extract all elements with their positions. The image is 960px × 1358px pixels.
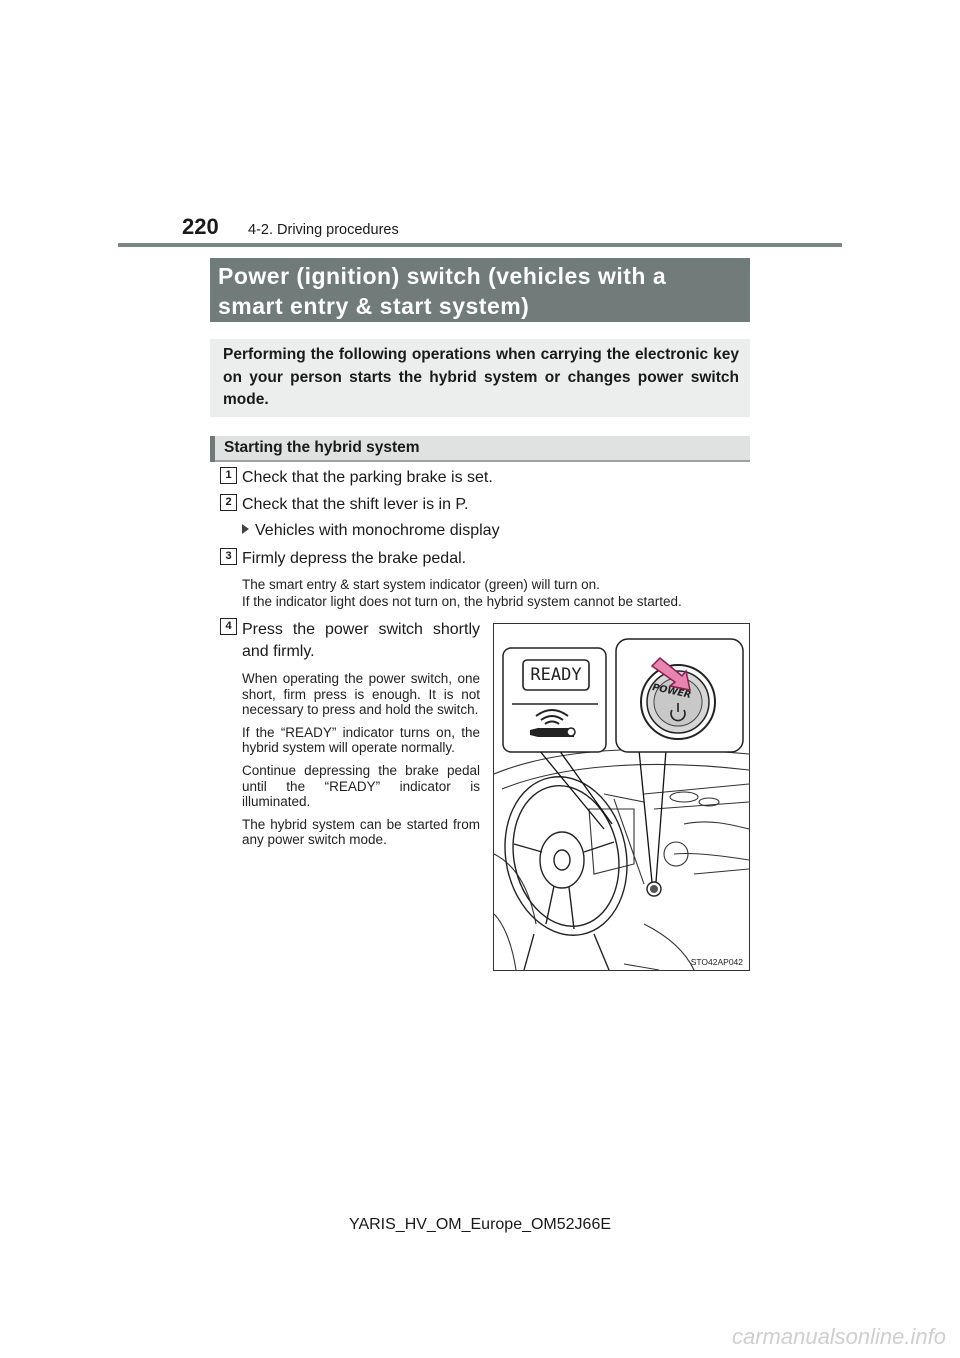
step3-note xyxy=(242,576,682,610)
step-number-4: 4 xyxy=(220,618,237,635)
step3-note-line-1: The smart entry & start system indicator (green) will turn on. xyxy=(242,577,600,592)
step-text-2: Check that the shift lever is in P. xyxy=(242,496,469,513)
step4-note-2: If the “READY” indicator turns on, the hybrid system will operate normally. xyxy=(242,724,480,756)
ready-indicator-label: READY xyxy=(530,665,582,685)
step4-note-1: When operating the power switch, one short, firm press is enough. It is not necessary to press and hold the switch. xyxy=(242,671,480,718)
header-rule xyxy=(118,243,842,247)
sub-item xyxy=(242,522,500,540)
section-title xyxy=(210,258,750,322)
step-text-4: Press the power switch shortly and firmly. xyxy=(242,621,480,660)
step3-note-line-2: If the indicator light does not turn on, the hybrid system cannot be started. xyxy=(242,594,682,609)
figure-code: STO42AP042 xyxy=(690,957,743,967)
triangle-bullet-icon xyxy=(242,524,249,534)
step-text-1: Check that the parking brake is set. xyxy=(242,469,493,486)
step-number-1: 1 xyxy=(220,467,237,484)
power-switch-illustration xyxy=(493,623,750,971)
intro-box: Performing the following operations when carrying the electronic key on your person starts the hybrid system or changes power switch mode. xyxy=(210,339,750,417)
site-watermark: carmanualsonline.info xyxy=(731,1324,946,1349)
subheading xyxy=(210,436,750,462)
section-title-line-2: smart entry & start system) xyxy=(218,293,530,319)
subheading-text: Starting the hybrid system xyxy=(224,439,420,456)
step-text-3: Firmly depress the brake pedal. xyxy=(242,550,467,567)
footer-document-code: YARIS_HV_OM_Europe_OM52J66E xyxy=(348,1216,612,1233)
step-number-3: 3 xyxy=(220,548,237,565)
step-number-2: 2 xyxy=(220,494,237,511)
power-button-label: POWER xyxy=(651,682,693,701)
step4-notes xyxy=(242,671,480,855)
subheading-bar xyxy=(210,436,215,462)
section-title-line-1: Power (ignition) switch (vehicles with a xyxy=(218,263,667,289)
page-number: 220 xyxy=(182,214,219,239)
step4-note-4: The hybrid system can be started from any power switch mode. xyxy=(242,816,480,848)
running-head: 4-2. Driving procedures xyxy=(248,222,399,238)
step4-note-3: Continue depressing the brake pedal until the “READY” indicator is illuminated. xyxy=(242,762,480,810)
sub-item-text: Vehicles with monochrome display xyxy=(255,522,500,539)
